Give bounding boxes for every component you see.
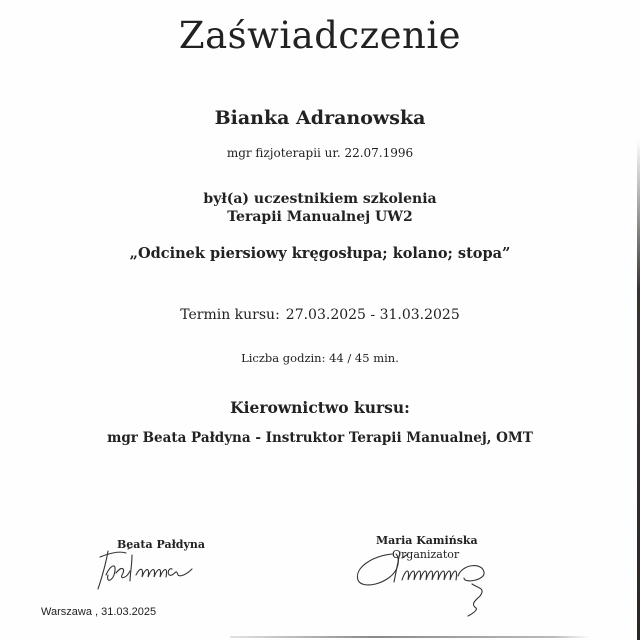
left-signature-icon <box>96 545 211 595</box>
right-signatory-name: Maria Kamińska <box>376 534 478 547</box>
left-signatory-name: Beata Pałdyna <box>117 538 206 551</box>
term-dates: 27.03.2025 - 31.03.2025 <box>285 307 460 323</box>
participation-line-2: Terapii Manualnej UW2 <box>227 209 413 225</box>
right-signature-icon <box>352 548 502 618</box>
place-and-date: Warszawa , 31.03.2025 <box>41 606 157 618</box>
paper-bottom-edge <box>230 636 590 638</box>
term-label: Termin kursu: <box>180 307 280 323</box>
recipient-name: Bianka Adranowska <box>214 107 426 129</box>
participation-statement <box>0 190 640 226</box>
course-topic: „Odcinek piersiowy kręgosłupa; kolano; stopa” <box>129 245 511 262</box>
recipient-details: mgr fizjoterapii ur. 22.07.1996 <box>226 146 414 160</box>
direction-heading: Kierownictwo kursu: <box>230 398 410 417</box>
course-hours: Liczba godzin: 44 / 45 min. <box>241 351 399 365</box>
course-director: mgr Beata Pałdyna - Instruktor Terapii Manualnej, OMT <box>107 430 533 446</box>
course-term <box>0 307 640 323</box>
certificate-title: Zaświadczenie <box>178 14 462 57</box>
right-signatory-role: Organizator <box>392 548 460 561</box>
participation-line-1: był(a) uczestnikiem szkolenia <box>203 191 437 207</box>
